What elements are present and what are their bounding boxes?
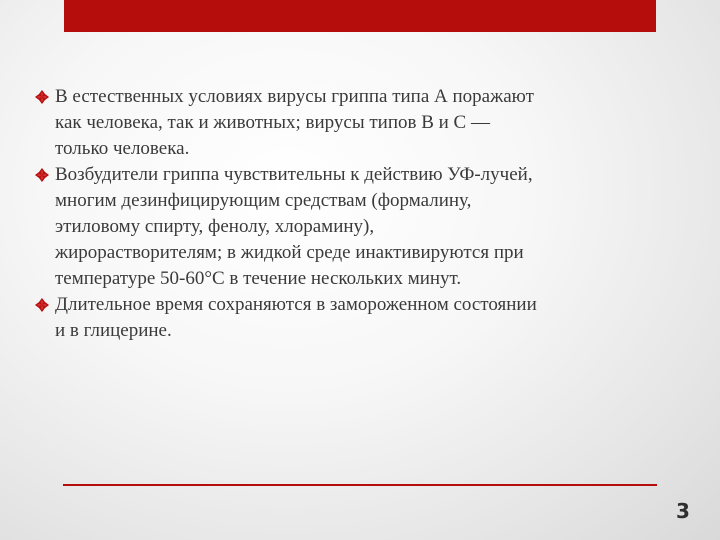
page-number: 3 [676, 499, 690, 523]
diamond-fleuron-icon [34, 162, 55, 188]
bullet-text: В естественных условиях вирусы гриппа типа А поражают как человека, так и животных; вирусы типов В и С — только человека. [55, 86, 534, 159]
top-accent-bar [64, 0, 656, 32]
bullet-text: Длительное время сохраняются в замороженном состоянии и в глицерине. [55, 294, 537, 341]
bullet-item [34, 84, 684, 162]
bottom-divider [63, 484, 657, 486]
diamond-fleuron-icon [34, 84, 55, 110]
bullet-text: Возбудители гриппа чувствительны к действию УФ-лучей, многим дезинфицирующим средствам (формалину, этиловому спирту, фенолу, хлорамину), жирорастворителям; в жидкой среде инактивируются при температуре 50-60°С в течение нескольких минут. [55, 164, 533, 289]
diamond-fleuron-icon [34, 292, 55, 318]
bullet-item [34, 162, 684, 292]
bullet-list [34, 84, 684, 344]
bullet-item [34, 292, 684, 344]
